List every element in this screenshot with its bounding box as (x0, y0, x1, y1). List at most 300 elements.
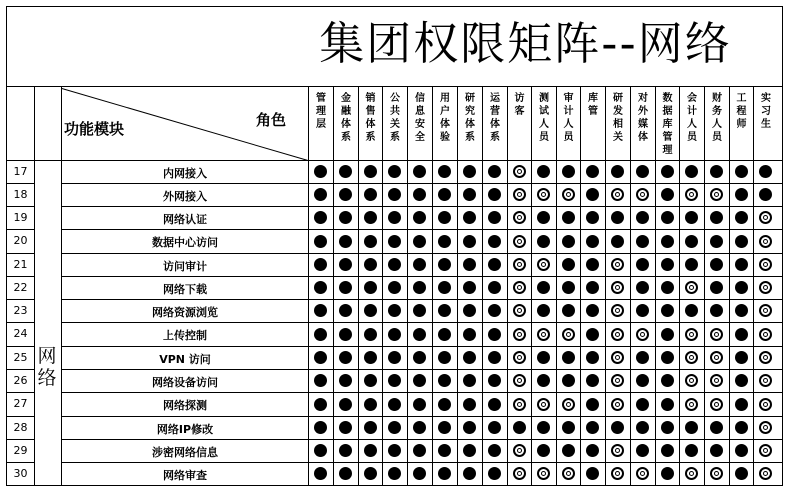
row-number: 20 (13, 234, 28, 247)
full-permission-icon (438, 211, 451, 224)
role-header-text: 运营体系 (490, 93, 500, 143)
full-permission-icon (611, 165, 624, 178)
grid-hline (6, 369, 782, 370)
full-permission-icon (537, 444, 550, 457)
feature-name: VPN 访问 (159, 352, 211, 366)
full-permission-icon (586, 211, 599, 224)
full-permission-icon (586, 328, 599, 341)
role-header (656, 92, 679, 158)
full-permission-icon (636, 211, 649, 224)
row-number: 28 (13, 420, 28, 434)
full-permission-icon (537, 165, 550, 178)
full-permission-icon (661, 258, 674, 271)
full-permission-icon (413, 328, 426, 341)
full-permission-icon (413, 304, 426, 317)
full-permission-icon (314, 211, 327, 224)
full-permission-icon (661, 188, 674, 201)
partial-permission-icon (513, 165, 526, 178)
full-permission-icon (438, 398, 451, 411)
full-permission-icon (364, 258, 377, 271)
full-permission-icon (413, 258, 426, 271)
full-permission-icon (586, 281, 599, 294)
role-header (754, 92, 778, 158)
role-header (433, 92, 457, 158)
full-permission-icon (710, 165, 723, 178)
full-permission-icon (314, 165, 327, 178)
page-title: 集团权限矩阵--网络 (319, 17, 732, 70)
role-header (334, 92, 358, 158)
partial-permission-icon (562, 467, 575, 480)
full-permission-icon (413, 398, 426, 411)
partial-permission-icon (685, 188, 698, 201)
partial-permission-icon (611, 328, 624, 341)
full-permission-icon (339, 188, 352, 201)
full-permission-icon (314, 304, 327, 317)
partial-permission-icon (710, 467, 723, 480)
row-number: 21 (13, 257, 28, 271)
partial-permission-icon (611, 281, 624, 294)
full-permission-icon (438, 165, 451, 178)
role-header-text: 工程师 (736, 93, 747, 130)
full-permission-icon (636, 398, 649, 411)
full-permission-icon (488, 398, 501, 411)
full-permission-icon (413, 467, 426, 480)
partial-permission-icon (685, 374, 698, 387)
role-header (680, 92, 704, 158)
partial-permission-icon (562, 398, 575, 411)
feature-name: 内网接入 (163, 166, 207, 180)
partial-permission-icon (537, 328, 550, 341)
full-permission-icon (413, 374, 426, 387)
full-permission-icon (364, 467, 377, 480)
partial-permission-icon (636, 188, 649, 201)
full-permission-icon (339, 328, 352, 341)
row-number: 24 (13, 327, 28, 340)
full-permission-icon (562, 165, 575, 178)
full-permission-icon (413, 211, 426, 224)
full-permission-icon (537, 281, 550, 294)
full-permission-icon (339, 235, 352, 248)
full-permission-icon (537, 211, 550, 224)
partial-permission-icon (759, 211, 772, 224)
full-permission-icon (735, 235, 748, 248)
full-permission-icon (661, 374, 674, 387)
partial-permission-icon (513, 211, 526, 224)
partial-permission-icon (513, 235, 526, 248)
full-permission-icon (413, 235, 426, 248)
partial-permission-icon (636, 328, 649, 341)
full-permission-icon (735, 165, 748, 178)
partial-permission-icon (759, 374, 772, 387)
role-label: 角色 (256, 111, 287, 129)
full-permission-icon (586, 258, 599, 271)
full-permission-icon (586, 374, 599, 387)
full-permission-icon (388, 165, 401, 178)
role-header (483, 92, 507, 158)
full-permission-icon (611, 235, 624, 248)
role-header-text: 公共关系 (390, 93, 400, 143)
full-permission-icon (364, 211, 377, 224)
full-permission-icon (314, 421, 327, 434)
full-permission-icon (661, 421, 674, 434)
full-permission-icon (685, 421, 698, 434)
full-permission-icon (488, 235, 501, 248)
full-permission-icon (586, 421, 599, 434)
full-permission-icon (314, 235, 327, 248)
full-permission-icon (438, 304, 451, 317)
full-permission-icon (339, 258, 352, 271)
full-permission-icon (488, 188, 501, 201)
full-permission-icon (710, 281, 723, 294)
role-header (359, 92, 382, 158)
full-permission-icon (685, 165, 698, 178)
role-header-text: 用户体验 (440, 93, 450, 143)
full-permission-icon (388, 258, 401, 271)
partial-permission-icon (611, 444, 624, 457)
feature-name: 网络设备访问 (152, 375, 218, 389)
partial-permission-icon (685, 467, 698, 480)
full-permission-icon (636, 351, 649, 364)
partial-permission-icon (513, 188, 526, 201)
full-permission-icon (364, 304, 377, 317)
grid-hline (6, 160, 782, 161)
role-header (606, 92, 630, 158)
partial-permission-icon (513, 258, 526, 271)
full-permission-icon (685, 444, 698, 457)
full-permission-icon (388, 188, 401, 201)
full-permission-icon (339, 398, 352, 411)
full-permission-icon (537, 421, 550, 434)
function-module-label: 功能模块 (64, 120, 125, 138)
full-permission-icon (388, 421, 401, 434)
full-permission-icon (463, 328, 476, 341)
full-permission-icon (661, 281, 674, 294)
role-header-text: 信息安全 (415, 93, 425, 143)
full-permission-icon (759, 188, 772, 201)
feature-name: 外网接入 (163, 189, 207, 203)
partial-permission-icon (685, 281, 698, 294)
partial-permission-icon (759, 281, 772, 294)
row-number: 22 (13, 280, 28, 294)
full-permission-icon (636, 374, 649, 387)
full-permission-icon (488, 351, 501, 364)
full-permission-icon (314, 444, 327, 457)
role-header (383, 92, 407, 158)
full-permission-icon (661, 211, 674, 224)
full-permission-icon (388, 211, 401, 224)
full-permission-icon (735, 351, 748, 364)
full-permission-icon (611, 421, 624, 434)
role-header-text: 财务人员 (712, 93, 722, 143)
partial-permission-icon (710, 398, 723, 411)
role-header-text: 金融体系 (341, 93, 351, 143)
full-permission-icon (562, 351, 575, 364)
grid-hline (6, 416, 782, 417)
feature-name: 网络认证 (163, 212, 207, 226)
full-permission-icon (438, 444, 451, 457)
full-permission-icon (438, 328, 451, 341)
full-permission-icon (463, 235, 476, 248)
full-permission-icon (488, 374, 501, 387)
full-permission-icon (759, 165, 772, 178)
full-permission-icon (314, 258, 327, 271)
full-permission-icon (537, 235, 550, 248)
role-header-text: 库管 (588, 93, 598, 117)
full-permission-icon (735, 211, 748, 224)
full-permission-icon (586, 235, 599, 248)
full-permission-icon (339, 304, 352, 317)
full-permission-icon (636, 281, 649, 294)
full-permission-icon (388, 398, 401, 411)
role-header (557, 92, 580, 158)
full-permission-icon (314, 374, 327, 387)
full-permission-icon (636, 235, 649, 248)
full-permission-icon (413, 281, 426, 294)
partial-permission-icon (611, 304, 624, 317)
partial-permission-icon (685, 398, 698, 411)
full-permission-icon (710, 421, 723, 434)
role-header-text: 数据库管理 (662, 93, 673, 156)
full-permission-icon (364, 398, 377, 411)
full-permission-icon (388, 467, 401, 480)
full-permission-icon (735, 188, 748, 201)
partial-permission-icon (759, 467, 772, 480)
grid-hline (6, 299, 782, 300)
full-permission-icon (438, 421, 451, 434)
full-permission-icon (562, 258, 575, 271)
full-permission-icon (488, 444, 501, 457)
partial-permission-icon (513, 304, 526, 317)
full-permission-icon (562, 235, 575, 248)
full-permission-icon (388, 235, 401, 248)
full-permission-icon (364, 235, 377, 248)
full-permission-icon (586, 444, 599, 457)
full-permission-icon (339, 374, 352, 387)
grid-hline (6, 346, 782, 347)
role-header (532, 92, 556, 158)
grid-hline (6, 392, 782, 393)
full-permission-icon (562, 421, 575, 434)
partial-permission-icon (759, 328, 772, 341)
full-permission-icon (636, 304, 649, 317)
full-permission-icon (339, 444, 352, 457)
full-permission-icon (463, 374, 476, 387)
partial-permission-icon (759, 304, 772, 317)
full-permission-icon (438, 188, 451, 201)
full-permission-icon (586, 165, 599, 178)
full-permission-icon (488, 211, 501, 224)
full-permission-icon (488, 421, 501, 434)
partial-permission-icon (513, 398, 526, 411)
row-number: 25 (13, 350, 28, 364)
full-permission-icon (364, 421, 377, 434)
full-permission-icon (413, 444, 426, 457)
partial-permission-icon (611, 398, 624, 411)
full-permission-icon (586, 304, 599, 317)
full-permission-icon (364, 351, 377, 364)
full-permission-icon (661, 165, 674, 178)
full-permission-icon (661, 398, 674, 411)
role-header-text: 会计人员 (687, 93, 697, 143)
full-permission-icon (735, 328, 748, 341)
partial-permission-icon (513, 374, 526, 387)
full-permission-icon (364, 328, 377, 341)
feature-name: 网络资源浏览 (152, 305, 218, 319)
partial-permission-icon (513, 351, 526, 364)
full-permission-icon (314, 351, 327, 364)
full-permission-icon (388, 304, 401, 317)
full-permission-icon (438, 467, 451, 480)
full-permission-icon (661, 328, 674, 341)
grid-hline (6, 439, 782, 440)
full-permission-icon (314, 328, 327, 341)
full-permission-icon (537, 304, 550, 317)
row-number: 26 (13, 373, 28, 387)
partial-permission-icon (611, 188, 624, 201)
full-permission-icon (710, 444, 723, 457)
full-permission-icon (388, 328, 401, 341)
partial-permission-icon (611, 351, 624, 364)
full-permission-icon (661, 444, 674, 457)
full-permission-icon (438, 258, 451, 271)
full-permission-icon (413, 421, 426, 434)
full-permission-icon (463, 304, 476, 317)
full-permission-icon (463, 398, 476, 411)
full-permission-icon (438, 374, 451, 387)
full-permission-icon (488, 304, 501, 317)
row-number: 18 (13, 187, 28, 201)
full-permission-icon (710, 258, 723, 271)
full-permission-icon (339, 351, 352, 364)
group-label: 网络 (37, 345, 57, 389)
full-permission-icon (586, 398, 599, 411)
partial-permission-icon (759, 351, 772, 364)
partial-permission-icon (759, 398, 772, 411)
role-header (705, 92, 729, 158)
grid-hline (6, 206, 782, 207)
full-permission-icon (339, 211, 352, 224)
full-permission-icon (735, 467, 748, 480)
full-permission-icon (562, 304, 575, 317)
partial-permission-icon (562, 188, 575, 201)
row-number: 19 (13, 210, 28, 224)
full-permission-icon (339, 281, 352, 294)
partial-permission-icon (759, 444, 772, 457)
grid-hline (6, 86, 782, 87)
partial-permission-icon (611, 467, 624, 480)
full-permission-icon (537, 351, 550, 364)
full-permission-icon (735, 258, 748, 271)
group-cell (35, 161, 61, 484)
full-permission-icon (438, 351, 451, 364)
full-permission-icon (463, 165, 476, 178)
partial-permission-icon (513, 467, 526, 480)
full-permission-icon (735, 281, 748, 294)
feature-name: 涉密网络信息 (152, 445, 218, 459)
full-permission-icon (463, 421, 476, 434)
full-permission-icon (488, 165, 501, 178)
grid-hline (6, 253, 782, 254)
full-permission-icon (388, 374, 401, 387)
full-permission-icon (586, 188, 599, 201)
full-permission-icon (364, 281, 377, 294)
full-permission-icon (388, 351, 401, 364)
partial-permission-icon (611, 258, 624, 271)
partial-permission-icon (710, 374, 723, 387)
full-permission-icon (735, 444, 748, 457)
partial-permission-icon (636, 467, 649, 480)
full-permission-icon (537, 374, 550, 387)
full-permission-icon (463, 444, 476, 457)
grid-hline (6, 6, 782, 7)
role-header (309, 92, 333, 158)
partial-permission-icon (611, 374, 624, 387)
row-number: 30 (13, 466, 28, 480)
full-permission-icon (586, 351, 599, 364)
role-header-text: 研发相关 (613, 93, 623, 143)
full-permission-icon (685, 304, 698, 317)
full-permission-icon (388, 281, 401, 294)
grid-hline (6, 229, 782, 230)
full-permission-icon (710, 304, 723, 317)
role-header (458, 92, 482, 158)
partial-permission-icon (513, 281, 526, 294)
full-permission-icon (339, 165, 352, 178)
full-permission-icon (562, 281, 575, 294)
role-header-text: 测试人员 (539, 93, 549, 143)
feature-name: 网络下载 (163, 282, 207, 296)
full-permission-icon (735, 304, 748, 317)
full-permission-icon (685, 211, 698, 224)
full-permission-icon (314, 281, 327, 294)
full-permission-icon (636, 444, 649, 457)
role-header (508, 92, 531, 158)
full-permission-icon (488, 281, 501, 294)
full-permission-icon (661, 235, 674, 248)
feature-name: 网络审查 (163, 468, 207, 482)
role-header-text: 对外媒体 (638, 93, 648, 143)
role-header-text: 管理层 (316, 93, 326, 130)
full-permission-icon (463, 467, 476, 480)
full-permission-icon (562, 374, 575, 387)
feature-name: 上传控制 (163, 329, 207, 342)
full-permission-icon (513, 421, 526, 434)
full-permission-icon (735, 421, 748, 434)
partial-permission-icon (759, 235, 772, 248)
partial-permission-icon (685, 351, 698, 364)
full-permission-icon (735, 374, 748, 387)
full-permission-icon (488, 258, 501, 271)
row-number: 27 (13, 397, 28, 410)
partial-permission-icon (710, 328, 723, 341)
grid-hline (6, 276, 782, 277)
full-permission-icon (364, 188, 377, 201)
feature-name: 数据中心访问 (152, 236, 218, 249)
full-permission-icon (364, 374, 377, 387)
full-permission-icon (685, 258, 698, 271)
role-header (730, 92, 753, 158)
partial-permission-icon (513, 444, 526, 457)
full-permission-icon (314, 188, 327, 201)
grid-hline (6, 183, 782, 184)
partial-permission-icon (685, 328, 698, 341)
grid-vline (782, 6, 783, 486)
full-permission-icon (488, 467, 501, 480)
feature-name: 访问审计 (163, 259, 207, 273)
full-permission-icon (685, 235, 698, 248)
partial-permission-icon (537, 188, 550, 201)
feature-name: 网络探测 (163, 399, 207, 412)
